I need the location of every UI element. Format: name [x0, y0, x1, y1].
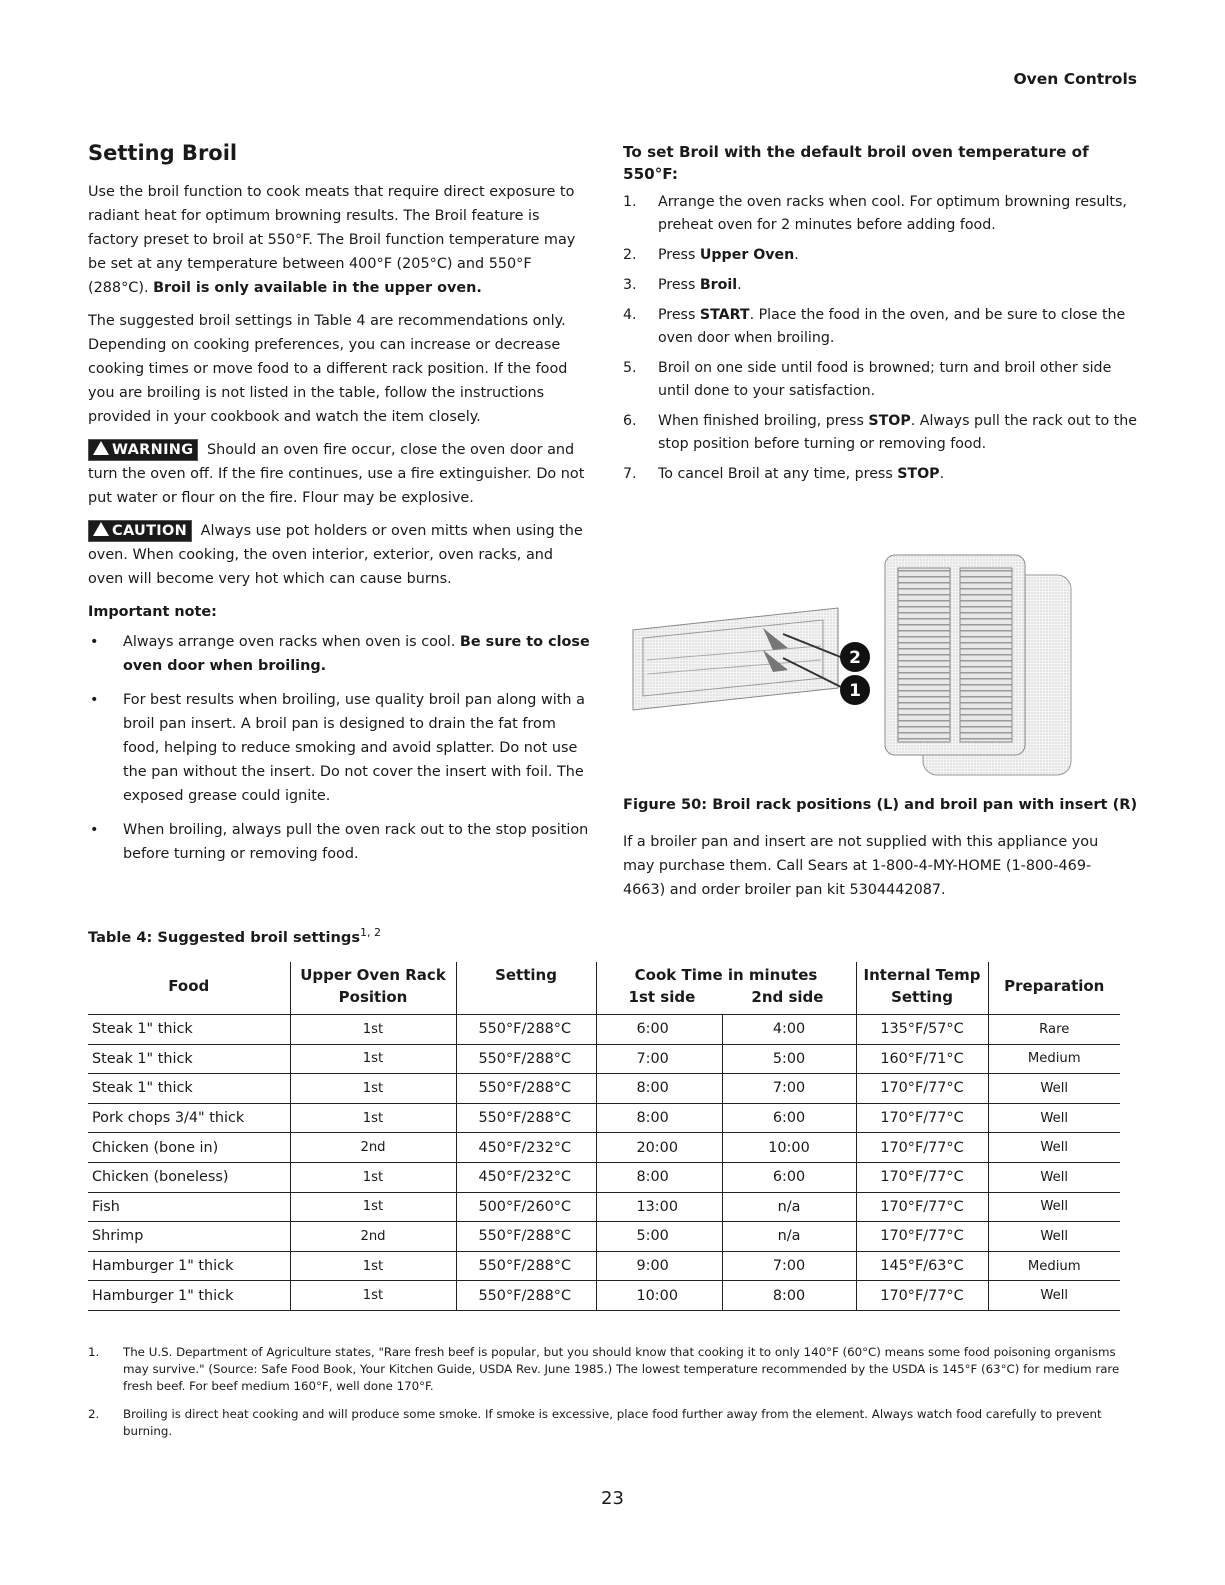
broiler-pan-purchase-text: If a broiler pan and insert are not supplied with this appliance you may purchase them. Call Sears at 1-800-4-MY-HOME (1-800-469-4663) and order broiler pan kit 5304442087.: [623, 834, 1099, 898]
table-caption-text: Table 4: Suggested broil settings: [88, 928, 361, 946]
broil-pan-drawing: [885, 555, 1071, 775]
cell-food: Steak 1" thick: [88, 1015, 290, 1045]
cell-rack: 2nd: [290, 1133, 456, 1163]
table-caption-footnote-refs: 1, 2: [360, 926, 382, 939]
cell-rack: 1st: [290, 1044, 456, 1074]
step-text: When finished broiling, press: [658, 413, 869, 429]
cell-food: Fish: [88, 1192, 290, 1222]
warning-triangle-icon: [93, 441, 109, 455]
important-note-label: [88, 600, 590, 624]
cell-internal: 170°F/77°C: [856, 1133, 988, 1163]
rack-position-2-badge: [840, 642, 870, 672]
cell-prep: Medium: [988, 1251, 1120, 1281]
cell-side1: 8:00: [596, 1074, 722, 1104]
cell-food: Steak 1" thick: [88, 1074, 290, 1104]
cell-side2: 6:00: [722, 1103, 856, 1133]
table-header: [88, 962, 1120, 1015]
warning-label: WARNING: [112, 442, 194, 458]
cell-setting: 550°F/288°C: [456, 1044, 596, 1074]
intro-paragraph: [88, 180, 590, 300]
footnote-2: [88, 1406, 1120, 1440]
steps-heading: To set Broil with the default broil oven temperature of 550°F:: [623, 143, 1089, 183]
step-text: Press: [658, 247, 700, 263]
step-number: 6.: [623, 413, 637, 429]
note-text: For best results when broiling, use quality broil pan along with a broil pan insert. A broil pan is designed to drain the fat from food, helping to reduce smoking and avoid splatter. Do not use the pan without the insert. Do not cover the insert with foil. The exposed grease could ignite.: [123, 692, 585, 804]
table-row: [88, 1015, 1120, 1045]
cell-food: Hamburger 1" thick: [88, 1251, 290, 1281]
list-item: [88, 688, 590, 808]
cell-setting: 550°F/288°C: [456, 1015, 596, 1045]
cell-side2: n/a: [722, 1222, 856, 1252]
step-text-end: .: [794, 247, 799, 263]
figure-caption: Figure 50: Broil rack positions (L) and broil pan with insert (R): [623, 796, 1138, 813]
step-text: Arrange the oven racks when cool. For optimum browning results, preheat oven for 2 minutes before adding food.: [658, 194, 1127, 233]
rack-position-1-badge: [840, 675, 870, 705]
cell-internal: 170°F/77°C: [856, 1103, 988, 1133]
footnote-text: Broiling is direct heat cooking and will produce some smoke. If smoke is excessive, place food further away from the element. Always watch food carefully to prevent burning.: [123, 1407, 1102, 1438]
header-food: Food: [88, 962, 290, 1015]
note-text: Always arrange oven racks when oven is cool.: [123, 634, 460, 650]
cell-rack: 1st: [290, 1192, 456, 1222]
step-number: 2.: [623, 247, 637, 263]
header-internal-temp: [856, 962, 988, 1015]
cell-setting: 550°F/288°C: [456, 1103, 596, 1133]
step-bold-text: Upper Oven: [699, 247, 795, 263]
cell-side2: 7:00: [722, 1251, 856, 1281]
header-cook-time-title: Cook Time in minutes: [634, 966, 818, 984]
cell-internal: 170°F/77°C: [856, 1162, 988, 1192]
cell-food: Shrimp: [88, 1222, 290, 1252]
header-cook-time: [596, 962, 856, 1015]
caution-paragraph: [88, 519, 590, 591]
step-text-end: . Always pull the rack out to the stop position before turning or removing food.: [658, 413, 1137, 452]
cell-prep: Well: [988, 1103, 1120, 1133]
table-row: [88, 1162, 1120, 1192]
table-row: [88, 1192, 1120, 1222]
table-row: [88, 1074, 1120, 1104]
cell-internal: 145°F/63°C: [856, 1251, 988, 1281]
cell-side1: 6:00: [596, 1015, 722, 1045]
cell-food: Hamburger 1" thick: [88, 1281, 290, 1311]
cell-internal: 135°F/57°C: [856, 1015, 988, 1045]
cell-rack: 1st: [290, 1103, 456, 1133]
cell-food: Pork chops 3/4" thick: [88, 1103, 290, 1133]
header-side2: 2nd side: [751, 988, 824, 1006]
caution-text: Always use pot holders or oven mitts when using the oven. When cooking, the oven interior, exterior, oven racks, and oven will become very hot which can cause burns.: [88, 523, 583, 587]
list-item: [88, 818, 590, 866]
table-row: [88, 1044, 1120, 1074]
cell-rack: 1st: [290, 1074, 456, 1104]
cell-rack: 1st: [290, 1281, 456, 1311]
table-caption: [88, 926, 381, 946]
footnote-number: 1.: [88, 1345, 100, 1359]
warning-badge: [88, 439, 198, 461]
section-header: Oven Controls: [1013, 70, 1137, 88]
step-text-end: .: [939, 466, 945, 482]
footnote-1: [88, 1344, 1120, 1395]
list-item: [623, 463, 1138, 486]
cell-setting: 450°F/232°C: [456, 1133, 596, 1163]
cell-setting: 450°F/232°C: [456, 1162, 596, 1192]
warning-paragraph: [88, 438, 590, 510]
cell-side1: 5:00: [596, 1222, 722, 1252]
step-number: 7.: [623, 466, 637, 482]
cell-side2: 5:00: [722, 1044, 856, 1074]
cell-food: Steak 1" thick: [88, 1044, 290, 1074]
table-row: [88, 1281, 1120, 1311]
list-item: [623, 244, 1138, 267]
header-setting: Setting: [456, 962, 596, 1015]
left-column: [88, 180, 590, 876]
cell-prep: Rare: [988, 1015, 1120, 1045]
header-rack-line1: Upper Oven Rack: [300, 966, 446, 984]
cell-side2: 4:00: [722, 1015, 856, 1045]
cell-rack: 1st: [290, 1015, 456, 1045]
table-row: [88, 1251, 1120, 1281]
broil-settings-table: [88, 962, 1120, 1311]
cell-side1: 13:00: [596, 1192, 722, 1222]
steps-list: [623, 191, 1138, 486]
cell-setting: 550°F/288°C: [456, 1281, 596, 1311]
table-row: [88, 1222, 1120, 1252]
cell-rack: 1st: [290, 1251, 456, 1281]
broil-figure-illustration: [623, 550, 1083, 782]
intro-bold-text: Broil is only available in the upper oven.: [153, 280, 482, 296]
cell-prep: Medium: [988, 1044, 1120, 1074]
warning-text: Should an oven fire occur, close the oven door and turn the oven off. If the fire continues, use a fire extinguisher. Do not put water or flour on the fire. Flour may be explosive.: [88, 442, 585, 506]
header-rack-position: [290, 962, 456, 1015]
cell-side2: 8:00: [722, 1281, 856, 1311]
cell-prep: Well: [988, 1133, 1120, 1163]
suggestion-paragraph: The suggested broil settings in Table 4 are recommendations only. Depending on cooking preferences, you can increase or decrease cooking times or move food to a different rack position. If the food you are broiling is not listed in the table, follow the instructions provided in your cookbook and watch the item closely.: [88, 313, 568, 425]
cell-side1: 20:00: [596, 1133, 722, 1163]
right-column: [623, 141, 1138, 493]
note-bold-text: Be sure to close oven door when broiling.: [123, 634, 590, 674]
cell-side2: 10:00: [722, 1133, 856, 1163]
step-number: 3.: [623, 277, 637, 293]
footnote-number: 2.: [88, 1407, 100, 1421]
cell-side1: 8:00: [596, 1103, 722, 1133]
cell-prep: Well: [988, 1222, 1120, 1252]
cell-internal: 170°F/77°C: [856, 1192, 988, 1222]
cell-prep: Well: [988, 1281, 1120, 1311]
table-row: [88, 1103, 1120, 1133]
header-internal-line2: Setting: [891, 988, 953, 1006]
cell-side1: 8:00: [596, 1162, 722, 1192]
note-text: When broiling, always pull the oven rack out to the stop position before turning or removing food.: [123, 822, 589, 862]
step-number: 1.: [623, 194, 637, 210]
page-title: Setting Broil: [88, 141, 238, 165]
caution-badge: [88, 520, 192, 542]
step-text: Broil on one side until food is browned; turn and broil other side until done to your satisfaction.: [658, 360, 1112, 399]
important-notes-list: [88, 630, 590, 866]
cell-prep: Well: [988, 1162, 1120, 1192]
cell-prep: Well: [988, 1192, 1120, 1222]
cell-internal: 170°F/77°C: [856, 1222, 988, 1252]
table-row: [88, 1133, 1120, 1163]
list-item: [623, 410, 1138, 456]
cell-setting: 550°F/288°C: [456, 1074, 596, 1104]
list-item: [623, 191, 1138, 237]
cell-side1: 7:00: [596, 1044, 722, 1074]
step-number: 5.: [623, 360, 637, 376]
step-bold-text: STOP: [868, 413, 911, 429]
cell-rack: 1st: [290, 1162, 456, 1192]
list-item: [623, 274, 1138, 297]
list-item: [623, 304, 1138, 350]
header-rack-line2: Position: [338, 988, 408, 1006]
cell-internal: 160°F/71°C: [856, 1044, 988, 1074]
step-number: 4.: [623, 307, 637, 323]
cell-side2: 7:00: [722, 1074, 856, 1104]
caution-label: CAUTION: [112, 523, 188, 539]
cell-setting: 500°F/260°C: [456, 1192, 596, 1222]
step-text: To cancel Broil at any time, press: [658, 466, 898, 482]
page-number: 23: [601, 1488, 624, 1509]
step-bold-text: STOP: [897, 466, 940, 482]
list-item: [88, 630, 590, 678]
header-preparation: Preparation: [1004, 977, 1105, 995]
step-bold-text: START: [699, 307, 750, 323]
step-bold-text: Broil: [699, 277, 738, 293]
cell-food: Chicken (bone in): [88, 1133, 290, 1163]
step-text: Press: [658, 277, 700, 293]
svg-text:1: 1: [849, 681, 861, 701]
cell-rack: 2nd: [290, 1222, 456, 1252]
cell-food: Chicken (boneless): [88, 1162, 290, 1192]
important-note-heading: Important note:: [88, 604, 217, 620]
header-internal-line1: Internal Temp: [863, 966, 981, 984]
step-text-end: .: [737, 277, 742, 293]
caution-triangle-icon: [93, 522, 109, 536]
intro-text: Use the broil function to cook meats that require direct exposure to radiant heat for optimum browning results. The Broil feature is factory preset to broil at 550°F. The Broil function temperature may be set at any temperature between 400°F (205°C) and 550°F (288°C).: [88, 184, 576, 296]
oven-rack-drawing: [633, 608, 843, 710]
step-text: Press: [658, 307, 700, 323]
list-item: [623, 357, 1138, 403]
cell-setting: 550°F/288°C: [456, 1251, 596, 1281]
cell-side2: 6:00: [722, 1162, 856, 1192]
cell-side2: n/a: [722, 1192, 856, 1222]
cell-side1: 10:00: [596, 1281, 722, 1311]
header-sides: [601, 986, 852, 1008]
header-side1: 1st side: [628, 988, 696, 1006]
footnote-text: The U.S. Department of Agriculture states, "Rare fresh beef is popular, but you should know that cooking it to only 140°F (60°C) means some food poisoning organisms may survive." (Source: Safe Food Book, Your Kitchen Guide, USDA Rev. June 1985.) The lowest temperature recommended by the USDA is 145°F (63°C) for medium rare fresh beef. For beef medium 160°F, well done 170°F.: [123, 1345, 1120, 1393]
svg-text:2: 2: [849, 648, 861, 668]
step-text-end: . Place the food in the oven, and be sure to close the oven door when broiling.: [658, 307, 1126, 346]
cell-setting: 550°F/288°C: [456, 1222, 596, 1252]
cell-internal: 170°F/77°C: [856, 1074, 988, 1104]
cell-internal: 170°F/77°C: [856, 1281, 988, 1311]
cell-side1: 9:00: [596, 1251, 722, 1281]
cell-prep: Well: [988, 1074, 1120, 1104]
